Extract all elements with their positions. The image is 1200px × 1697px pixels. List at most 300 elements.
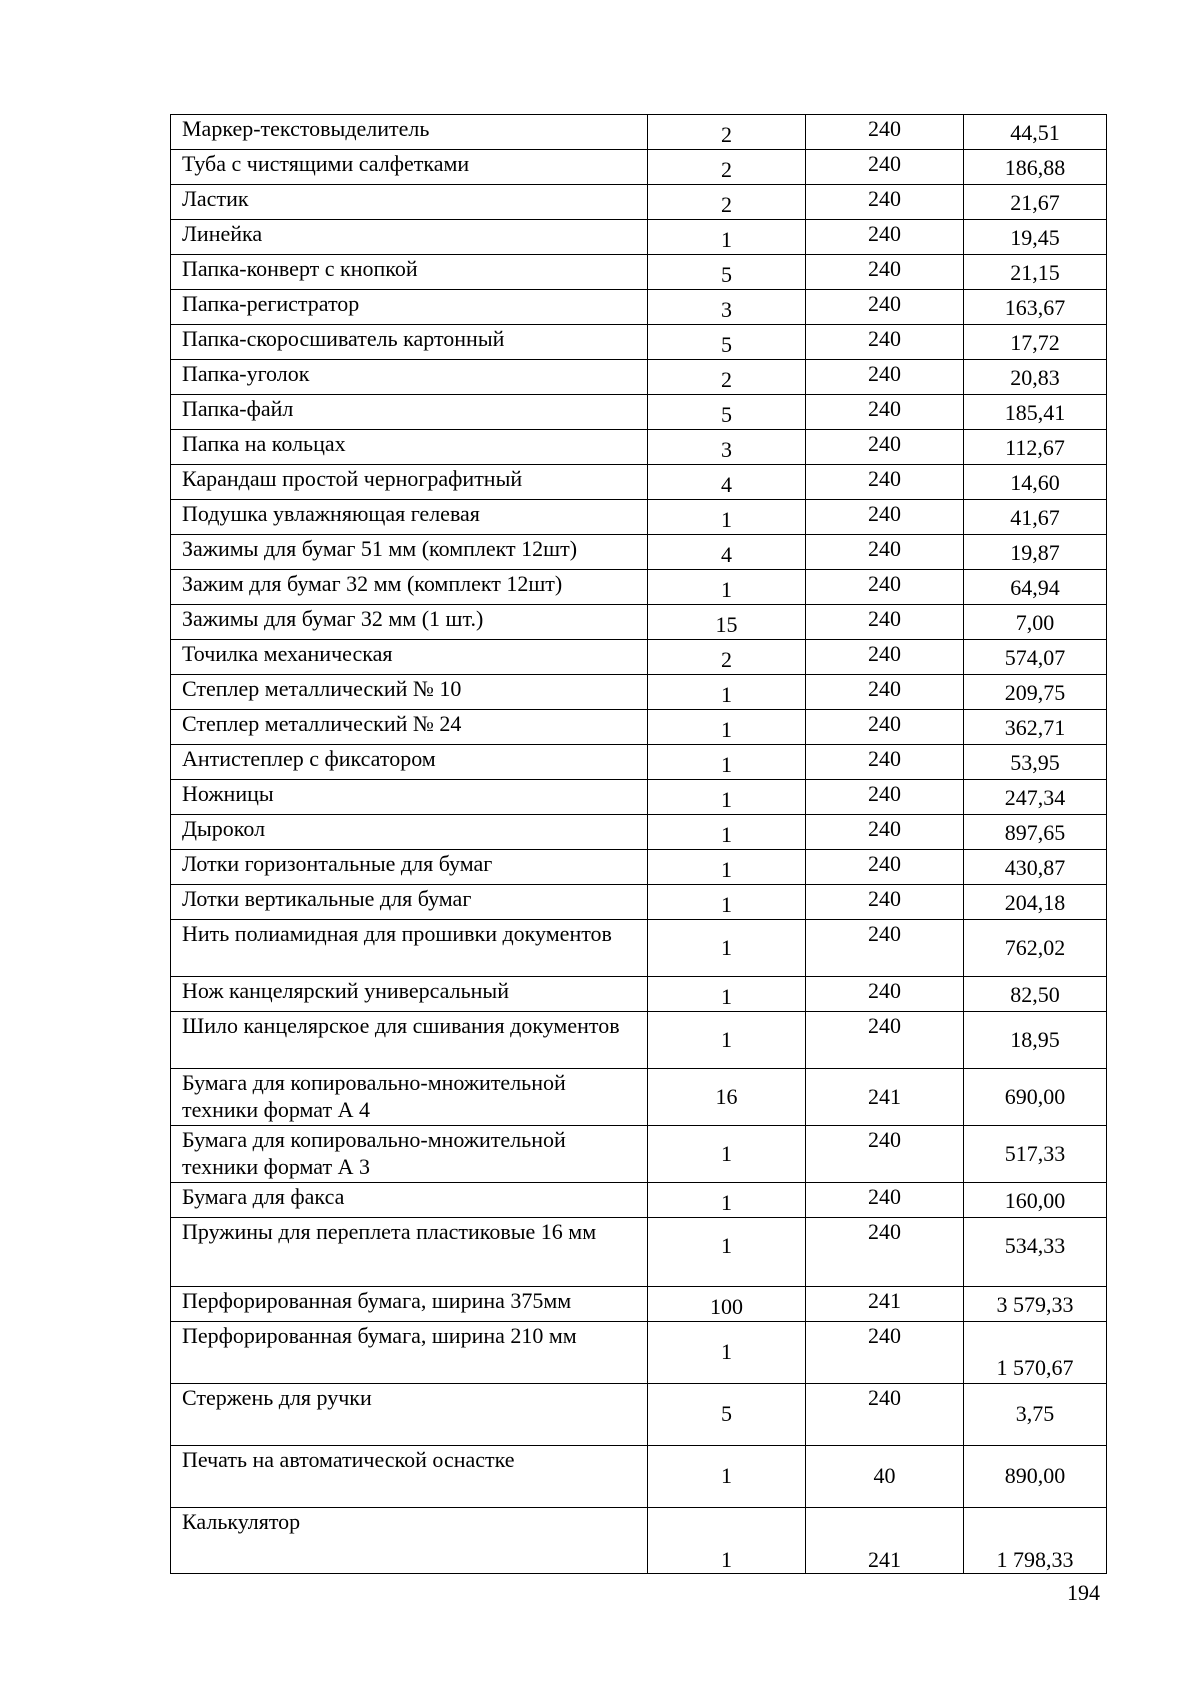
period-cell bbox=[806, 1287, 964, 1322]
table-row bbox=[171, 605, 1107, 640]
quantity-text: 100 bbox=[710, 1294, 743, 1319]
price-text: 18,95 bbox=[1010, 1027, 1060, 1052]
price-cell bbox=[964, 640, 1107, 675]
item-name-text: Папка-конверт с кнопкой bbox=[182, 256, 418, 281]
quantity-text: 1 bbox=[721, 682, 732, 707]
period-text: 40 bbox=[873, 1463, 896, 1488]
quantity-text: 1 bbox=[721, 822, 732, 847]
price-cell bbox=[964, 1218, 1107, 1287]
price-text: 209,75 bbox=[1004, 680, 1066, 705]
item-name-text: Папка-уголок bbox=[182, 361, 310, 386]
price-text: 7,00 bbox=[1015, 610, 1055, 635]
period-text: 240 bbox=[868, 711, 901, 736]
period-cell bbox=[806, 255, 964, 290]
item-name-cell bbox=[171, 220, 648, 255]
price-cell bbox=[964, 360, 1107, 395]
item-name-text: Лотки горизонтальные для бумаг bbox=[182, 851, 493, 876]
quantity-text: 1 bbox=[721, 787, 732, 812]
period-cell bbox=[806, 395, 964, 430]
item-name-text: Перфорированная бумага, ширина 210 мм bbox=[182, 1323, 577, 1348]
quantity-cell bbox=[648, 430, 806, 465]
price-cell bbox=[964, 977, 1107, 1012]
period-text: 240 bbox=[868, 116, 901, 141]
price-cell bbox=[964, 500, 1107, 535]
period-cell bbox=[806, 605, 964, 640]
price-text: 185,41 bbox=[1004, 400, 1066, 425]
period-text: 240 bbox=[868, 641, 901, 666]
item-name-cell bbox=[171, 1126, 648, 1183]
price-text: 21,15 bbox=[1010, 260, 1060, 285]
price-cell bbox=[964, 255, 1107, 290]
period-text: 240 bbox=[868, 326, 901, 351]
table-row bbox=[171, 570, 1107, 605]
quantity-text: 16 bbox=[715, 1084, 738, 1109]
price-cell bbox=[964, 605, 1107, 640]
table-row bbox=[171, 1012, 1107, 1069]
price-cell bbox=[964, 430, 1107, 465]
item-name-text: Печать на автоматической оснастке bbox=[182, 1447, 515, 1472]
quantity-cell bbox=[648, 710, 806, 745]
period-text: 240 bbox=[868, 978, 901, 1003]
item-name-cell bbox=[171, 500, 648, 535]
period-cell bbox=[806, 815, 964, 850]
supplies-table bbox=[170, 114, 1107, 1574]
item-name-cell bbox=[171, 977, 648, 1012]
table-row bbox=[171, 640, 1107, 675]
price-text: 82,50 bbox=[1010, 982, 1060, 1007]
table-row bbox=[171, 920, 1107, 977]
price-cell bbox=[964, 1012, 1107, 1069]
period-text: 240 bbox=[868, 431, 901, 456]
item-name-cell bbox=[171, 675, 648, 710]
price-cell bbox=[964, 325, 1107, 360]
quantity-text: 1 bbox=[721, 1027, 732, 1052]
quantity-cell bbox=[648, 465, 806, 500]
table-row bbox=[171, 325, 1107, 360]
item-name-text: Нож канцелярский универсальный bbox=[182, 978, 509, 1003]
quantity-text: 2 bbox=[721, 647, 732, 672]
quantity-cell bbox=[648, 395, 806, 430]
quantity-text: 2 bbox=[721, 367, 732, 392]
quantity-text: 15 bbox=[715, 612, 738, 637]
quantity-text: 1 bbox=[721, 717, 732, 742]
quantity-text: 1 bbox=[721, 935, 732, 960]
period-cell bbox=[806, 1446, 964, 1508]
period-cell bbox=[806, 430, 964, 465]
item-name-text: Папка-файл bbox=[182, 396, 294, 421]
price-cell bbox=[964, 1446, 1107, 1508]
quantity-text: 3 bbox=[721, 437, 732, 462]
item-name-text: Лотки вертикальные для бумаг bbox=[182, 886, 472, 911]
period-cell bbox=[806, 1183, 964, 1218]
price-text: 690,00 bbox=[1004, 1084, 1066, 1109]
period-text: 240 bbox=[868, 396, 901, 421]
item-name-cell bbox=[171, 185, 648, 220]
price-text: 204,18 bbox=[1004, 890, 1066, 915]
quantity-cell bbox=[648, 885, 806, 920]
quantity-cell bbox=[648, 570, 806, 605]
quantity-text: 1 bbox=[721, 1339, 732, 1364]
price-text: 1 570,67 bbox=[996, 1355, 1074, 1380]
quantity-cell bbox=[648, 1012, 806, 1069]
period-text: 241 bbox=[868, 1084, 901, 1109]
quantity-cell bbox=[648, 780, 806, 815]
price-text: 19,87 bbox=[1010, 540, 1060, 565]
table-row bbox=[171, 710, 1107, 745]
table-row bbox=[171, 1508, 1107, 1574]
price-cell bbox=[964, 1384, 1107, 1446]
period-text: 240 bbox=[868, 466, 901, 491]
quantity-cell bbox=[648, 977, 806, 1012]
quantity-text: 1 bbox=[721, 227, 732, 252]
price-text: 112,67 bbox=[1005, 435, 1065, 460]
item-name-text: Туба с чистящими салфетками bbox=[182, 151, 470, 176]
period-text: 241 bbox=[868, 1288, 901, 1313]
price-text: 762,02 bbox=[1004, 935, 1066, 960]
price-text: 3 579,33 bbox=[996, 1292, 1074, 1317]
period-cell bbox=[806, 1012, 964, 1069]
period-cell bbox=[806, 1384, 964, 1446]
quantity-cell bbox=[648, 1218, 806, 1287]
price-text: 19,45 bbox=[1010, 225, 1060, 250]
item-name-text: Зажимы для бумаг 51 мм (комплект 12шт) bbox=[182, 536, 578, 561]
table-row bbox=[171, 885, 1107, 920]
price-text: 21,67 bbox=[1010, 190, 1060, 215]
period-cell bbox=[806, 1508, 964, 1574]
table-row bbox=[171, 535, 1107, 570]
item-name-cell bbox=[171, 115, 648, 150]
table-row bbox=[171, 500, 1107, 535]
price-text: 517,33 bbox=[1004, 1141, 1066, 1166]
table-row bbox=[171, 395, 1107, 430]
item-name-cell bbox=[171, 1384, 648, 1446]
item-name-text: Степлер металлический № 24 bbox=[182, 711, 462, 736]
table-row bbox=[171, 290, 1107, 325]
price-text: 1 798,33 bbox=[996, 1547, 1074, 1572]
period-text: 240 bbox=[868, 886, 901, 911]
price-cell bbox=[964, 745, 1107, 780]
quantity-cell bbox=[648, 1322, 806, 1384]
period-text: 240 bbox=[868, 1013, 901, 1038]
quantity-text: 1 bbox=[721, 577, 732, 602]
period-cell bbox=[806, 150, 964, 185]
item-name-cell bbox=[171, 885, 648, 920]
period-cell bbox=[806, 885, 964, 920]
quantity-text: 4 bbox=[721, 542, 732, 567]
period-cell bbox=[806, 675, 964, 710]
quantity-text: 5 bbox=[721, 262, 732, 287]
quantity-text: 1 bbox=[721, 1463, 732, 1488]
period-text: 240 bbox=[868, 781, 901, 806]
item-name-text: Бумага для копировально-множительной техники формат А 4 bbox=[182, 1070, 566, 1122]
item-name-text: Папка-скоросшиватель картонный bbox=[182, 326, 505, 351]
price-text: 3,75 bbox=[1015, 1401, 1055, 1426]
quantity-text: 1 bbox=[721, 892, 732, 917]
item-name-text: Точилка механическая bbox=[182, 641, 393, 666]
item-name-text: Нить полиамидная для прошивки документов bbox=[182, 921, 612, 946]
item-name-cell bbox=[171, 1322, 648, 1384]
item-name-text: Антистеплер с фиксатором bbox=[182, 746, 436, 771]
period-text: 241 bbox=[868, 1547, 901, 1572]
period-cell bbox=[806, 465, 964, 500]
price-text: 186,88 bbox=[1004, 155, 1066, 180]
quantity-cell bbox=[648, 255, 806, 290]
item-name-text: Маркер-текстовыделитель bbox=[182, 116, 430, 141]
price-text: 430,87 bbox=[1004, 855, 1066, 880]
price-text: 14,60 bbox=[1010, 470, 1060, 495]
item-name-cell bbox=[171, 1012, 648, 1069]
item-name-cell bbox=[171, 255, 648, 290]
period-text: 240 bbox=[868, 1219, 901, 1244]
period-text: 240 bbox=[868, 221, 901, 246]
quantity-text: 3 bbox=[721, 297, 732, 322]
quantity-text: 1 bbox=[721, 857, 732, 882]
quantity-text: 1 bbox=[721, 1190, 732, 1215]
price-text: 247,34 bbox=[1004, 785, 1066, 810]
quantity-cell bbox=[648, 815, 806, 850]
period-text: 240 bbox=[868, 186, 901, 211]
price-cell bbox=[964, 115, 1107, 150]
quantity-text: 1 bbox=[721, 1233, 732, 1258]
period-text: 240 bbox=[868, 1385, 901, 1410]
price-text: 20,83 bbox=[1010, 365, 1060, 390]
period-text: 240 bbox=[868, 291, 901, 316]
period-text: 240 bbox=[868, 571, 901, 596]
table-row bbox=[171, 465, 1107, 500]
quantity-text: 1 bbox=[721, 1547, 732, 1572]
period-cell bbox=[806, 745, 964, 780]
table-row bbox=[171, 1069, 1107, 1126]
period-text: 240 bbox=[868, 501, 901, 526]
item-name-text: Стержень для ручки bbox=[182, 1385, 372, 1410]
table-row bbox=[171, 360, 1107, 395]
item-name-text: Линейка bbox=[182, 221, 263, 246]
quantity-cell bbox=[648, 605, 806, 640]
item-name-cell bbox=[171, 1508, 648, 1574]
price-text: 160,00 bbox=[1004, 1188, 1066, 1213]
item-name-text: Зажимы для бумаг 32 мм (1 шт.) bbox=[182, 606, 484, 631]
period-text: 240 bbox=[868, 1184, 901, 1209]
table-row bbox=[171, 150, 1107, 185]
period-text: 240 bbox=[868, 851, 901, 876]
price-cell bbox=[964, 290, 1107, 325]
quantity-text: 4 bbox=[721, 472, 732, 497]
price-cell bbox=[964, 1508, 1107, 1574]
quantity-text: 1 bbox=[721, 984, 732, 1009]
item-name-cell bbox=[171, 605, 648, 640]
period-cell bbox=[806, 850, 964, 885]
item-name-text: Подушка увлажняющая гелевая bbox=[182, 501, 480, 526]
quantity-cell bbox=[648, 290, 806, 325]
period-text: 240 bbox=[868, 746, 901, 771]
price-text: 897,65 bbox=[1004, 820, 1066, 845]
item-name-cell bbox=[171, 570, 648, 605]
period-cell bbox=[806, 115, 964, 150]
supplies-table-body bbox=[171, 115, 1107, 1574]
price-text: 53,95 bbox=[1010, 750, 1060, 775]
item-name-cell bbox=[171, 920, 648, 977]
price-text: 41,67 bbox=[1010, 505, 1060, 530]
period-cell bbox=[806, 920, 964, 977]
period-cell bbox=[806, 640, 964, 675]
table-row bbox=[171, 1183, 1107, 1218]
item-name-text: Перфорированная бумага, ширина 375мм bbox=[182, 1288, 572, 1313]
table-row bbox=[171, 1446, 1107, 1508]
period-text: 240 bbox=[868, 536, 901, 561]
quantity-cell bbox=[648, 920, 806, 977]
item-name-text: Дырокол bbox=[182, 816, 266, 841]
price-cell bbox=[964, 885, 1107, 920]
item-name-cell bbox=[171, 815, 648, 850]
period-cell bbox=[806, 710, 964, 745]
item-name-cell bbox=[171, 850, 648, 885]
item-name-cell bbox=[171, 290, 648, 325]
item-name-cell bbox=[171, 640, 648, 675]
quantity-cell bbox=[648, 675, 806, 710]
quantity-text: 1 bbox=[721, 752, 732, 777]
item-name-text: Степлер металлический № 10 bbox=[182, 676, 462, 701]
period-cell bbox=[806, 570, 964, 605]
period-text: 240 bbox=[868, 151, 901, 176]
page-number: 194 bbox=[1067, 1580, 1100, 1605]
item-name-cell bbox=[171, 150, 648, 185]
quantity-text: 5 bbox=[721, 332, 732, 357]
period-text: 240 bbox=[868, 361, 901, 386]
period-text: 240 bbox=[868, 606, 901, 631]
item-name-text: Бумага для факса bbox=[182, 1184, 345, 1209]
quantity-text: 5 bbox=[721, 402, 732, 427]
table-row bbox=[171, 815, 1107, 850]
table-row bbox=[171, 780, 1107, 815]
quantity-cell bbox=[648, 1183, 806, 1218]
price-cell bbox=[964, 1183, 1107, 1218]
period-cell bbox=[806, 360, 964, 395]
period-cell bbox=[806, 780, 964, 815]
price-cell bbox=[964, 1322, 1107, 1384]
quantity-cell bbox=[648, 115, 806, 150]
table-row bbox=[171, 430, 1107, 465]
quantity-cell bbox=[648, 360, 806, 395]
item-name-text: Шило канцелярское для сшивания документов bbox=[182, 1013, 620, 1038]
quantity-cell bbox=[648, 500, 806, 535]
item-name-cell bbox=[171, 710, 648, 745]
quantity-cell bbox=[648, 1508, 806, 1574]
item-name-cell bbox=[171, 780, 648, 815]
period-cell bbox=[806, 1322, 964, 1384]
quantity-cell bbox=[648, 535, 806, 570]
item-name-text: Карандаш простой чернографитный bbox=[182, 466, 523, 491]
item-name-cell bbox=[171, 1069, 648, 1126]
quantity-cell bbox=[648, 185, 806, 220]
quantity-text: 5 bbox=[721, 1401, 732, 1426]
price-cell bbox=[964, 850, 1107, 885]
price-cell bbox=[964, 395, 1107, 430]
table-row bbox=[171, 977, 1107, 1012]
table-row bbox=[171, 115, 1107, 150]
quantity-cell bbox=[648, 850, 806, 885]
table-row bbox=[171, 220, 1107, 255]
quantity-cell bbox=[648, 745, 806, 780]
period-cell bbox=[806, 185, 964, 220]
item-name-cell bbox=[171, 1218, 648, 1287]
period-text: 240 bbox=[868, 816, 901, 841]
period-text: 240 bbox=[868, 921, 901, 946]
price-cell bbox=[964, 1287, 1107, 1322]
period-cell bbox=[806, 1069, 964, 1126]
quantity-text: 1 bbox=[721, 507, 732, 532]
item-name-cell bbox=[171, 745, 648, 780]
period-cell bbox=[806, 290, 964, 325]
item-name-cell bbox=[171, 430, 648, 465]
price-text: 574,07 bbox=[1004, 645, 1066, 670]
quantity-cell bbox=[648, 325, 806, 360]
table-row bbox=[171, 1322, 1107, 1384]
quantity-cell bbox=[648, 1126, 806, 1183]
price-text: 890,00 bbox=[1004, 1463, 1066, 1488]
quantity-text: 1 bbox=[721, 1141, 732, 1166]
price-cell bbox=[964, 570, 1107, 605]
price-cell bbox=[964, 185, 1107, 220]
price-cell bbox=[964, 710, 1107, 745]
price-cell bbox=[964, 535, 1107, 570]
period-text: 240 bbox=[868, 1127, 901, 1152]
item-name-cell bbox=[171, 395, 648, 430]
price-cell bbox=[964, 220, 1107, 255]
quantity-cell bbox=[648, 150, 806, 185]
table-row bbox=[171, 255, 1107, 290]
item-name-cell bbox=[171, 1183, 648, 1218]
period-text: 240 bbox=[868, 1323, 901, 1348]
price-cell bbox=[964, 920, 1107, 977]
item-name-cell bbox=[171, 360, 648, 395]
item-name-text: Папка-регистратор bbox=[182, 291, 360, 316]
price-text: 362,71 bbox=[1004, 715, 1066, 740]
quantity-cell bbox=[648, 1384, 806, 1446]
price-cell bbox=[964, 675, 1107, 710]
table-row bbox=[171, 745, 1107, 780]
quantity-cell bbox=[648, 1287, 806, 1322]
period-cell bbox=[806, 535, 964, 570]
quantity-text: 2 bbox=[721, 157, 732, 182]
item-name-text: Папка на кольцах bbox=[182, 431, 346, 456]
item-name-text: Ластик bbox=[182, 186, 249, 211]
item-name-cell bbox=[171, 465, 648, 500]
period-cell bbox=[806, 220, 964, 255]
period-cell bbox=[806, 325, 964, 360]
price-cell bbox=[964, 1069, 1107, 1126]
period-cell bbox=[806, 1218, 964, 1287]
item-name-cell bbox=[171, 535, 648, 570]
table-row bbox=[171, 675, 1107, 710]
period-text: 240 bbox=[868, 676, 901, 701]
table-row bbox=[171, 1287, 1107, 1322]
table-row bbox=[171, 1384, 1107, 1446]
quantity-cell bbox=[648, 220, 806, 255]
price-cell bbox=[964, 1126, 1107, 1183]
quantity-cell bbox=[648, 1446, 806, 1508]
table-row bbox=[171, 185, 1107, 220]
item-name-text: Ножницы bbox=[182, 781, 274, 806]
quantity-text: 2 bbox=[721, 122, 732, 147]
price-text: 17,72 bbox=[1010, 330, 1060, 355]
item-name-text: Пружины для переплета пластиковые 16 мм bbox=[182, 1219, 597, 1244]
period-cell bbox=[806, 1126, 964, 1183]
period-cell bbox=[806, 977, 964, 1012]
table-row bbox=[171, 1218, 1107, 1287]
price-text: 163,67 bbox=[1004, 295, 1066, 320]
price-cell bbox=[964, 815, 1107, 850]
price-cell bbox=[964, 465, 1107, 500]
